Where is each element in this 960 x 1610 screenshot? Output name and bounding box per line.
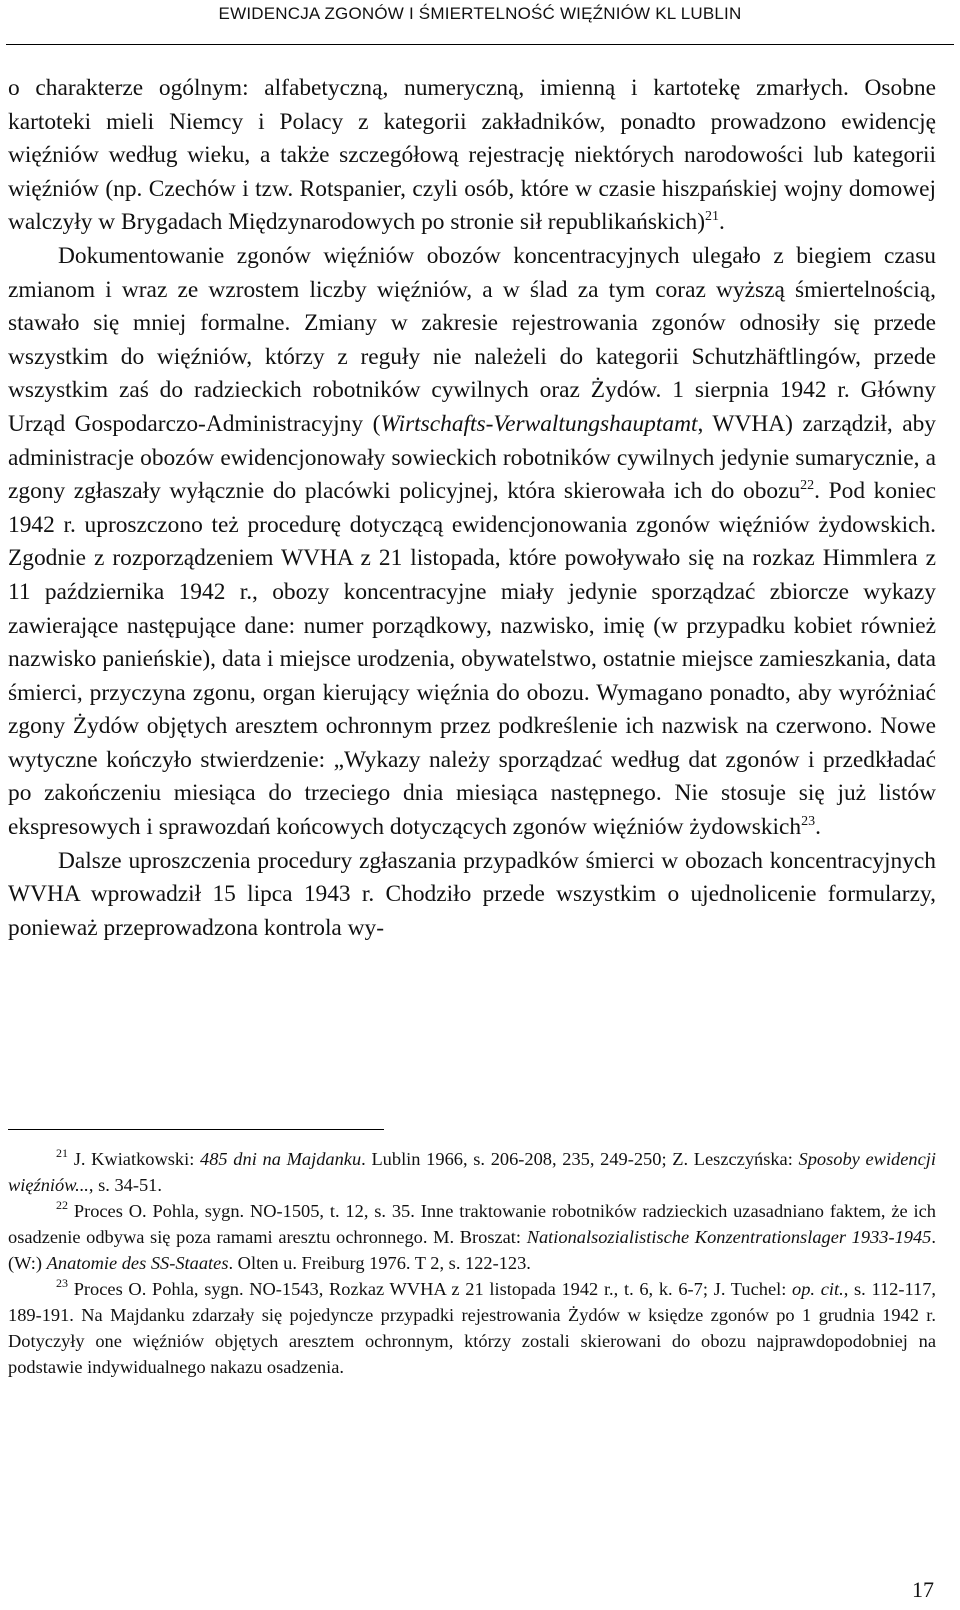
page-number: 17	[912, 1577, 934, 1602]
footnote-ref-21[interactable]: 21	[704, 209, 719, 225]
footnote-22	[8, 1198, 936, 1276]
footnote-21-text-b: . Lublin 1966, s. 206-208, 235, 249-250; Z. Leszczyńska:	[361, 1149, 799, 1169]
paragraph-2-text-c: . Pod koniec 1942 r. uproszczono też procedurę dotyczącą ewidencjonowania zgonów więźniów żydowskich. Zgodnie z rozporządzeniem WVHA z 21 listopada, które powoływało się na rozkaz Himmlera z 11 października 1942 r., obozy koncentracyjne miały jedynie sporządzać zbiorcze wykazy zawierające następujące dane: numer porządkowy, nazwisko, imię (w przypadku kobiet również nazwisko panieńskie), data i miejsce urodzenia, obywatelstwo, ostatnie miejsce zamieszkania, data śmierci, przyczyna zgonu, organ kierujący więźnia do obozu. Wymagano ponadto, aby wyróżniać zgony Żydów objętych aresztem ochronnym przez podkreślenie ich nazwisk na czerwono. Nowe wytyczne kończyło stwierdzenie: „Wykazy należy sporządzać według dat zgonów i przedkładać po zakończeniu miesiąca do trzeciego dnia miesiąca następnego. Nie stosuje się już listów ekspresowych i sprawozdań końcowych dotyczących zgonów więźniów żydowskich	[8, 478, 936, 841]
paragraph-2-text-b: , WVHA) zarządził, aby administracje obozów ewidencjonowały sowieckich robotników cywilnych jedynie sumarycznie, a zgony zgłaszały wyłącznie do placówki policyjnej, która skierowała ich do obozu	[8, 410, 936, 505]
paragraph-3: Dalsze uproszczenia procedury zgłaszania przypadków śmierci w obozach koncentracyjnych WVHA wprowadził 15 lipca 1943 r. Chodziło przede wszystkim o ujednolicenie formularzy, ponieważ przeprowadzona kontrola wy-	[8, 847, 936, 941]
footnote-21	[8, 1146, 936, 1198]
footnote-23	[8, 1276, 936, 1380]
footnote-22-title-b: Anatomie des SS-Staates	[46, 1253, 229, 1273]
header-divider	[6, 44, 954, 45]
running-header: EWIDENCJA ZGONÓW I ŚMIERTELNOŚĆ WIĘŹNIÓW KL LUBLIN	[218, 4, 742, 23]
footnote-ref-23[interactable]: 23	[801, 814, 816, 830]
paragraph-2-end: .	[815, 814, 821, 841]
footnote-23-text-b: , s. 112-117, 189-191. Na Majdanku zdarzały się pojedyncze przypadki rejestrowania Żydów w księdze zgonów po 1 grudnia 1942 r. Dotyczyły one więźniów objętych aresztem ochronnym, którzy zostali skierowani do obozu najprawdopodobniej na podstawie indywidualnego nakazu osadzenia.	[8, 1279, 936, 1377]
footnote-22-text-b: . (W:)	[8, 1227, 936, 1273]
footnote-22-text-c: . Olten u. Freiburg 1976. T 2, s. 122-123.	[228, 1253, 531, 1273]
footnote-23-number: 23	[56, 1276, 68, 1290]
footnotes	[8, 1146, 936, 1380]
footnote-23-title-a: op. cit.	[792, 1279, 844, 1299]
footnote-21-number: 21	[56, 1146, 68, 1160]
footnote-21-title-a: 485 dni na Majdanku	[200, 1149, 362, 1169]
paragraph-2-text-a: Dokumentowanie zgonów więźniów obozów koncentracyjnych ulegało z biegiem czasu zmianom i wraz ze wzrostem liczby więźniów, a w ślad za tym coraz wyższą śmiertelnością, stawało się mniej formalne. Zmiany w zakresie rejestrowania zgonów odnosiły się przede wszystkim do więźniów, którzy z reguły nie należeli do kategorii Schutzhäftlingów, przede wszystkim zaś do radzieckich robotników cywilnych oraz Żydów. 1 sierpnia 1942 r. Główny Urząd Gospodarczo-Administracyjny (	[8, 242, 936, 437]
main-text	[8, 72, 936, 945]
paragraph-2	[8, 240, 936, 845]
footnote-divider	[8, 1129, 384, 1130]
footnote-21-title-b: Sposoby ewidencji więźniów...	[8, 1149, 936, 1195]
footnote-22-text-a: Proces O. Pohla, sygn. NO-1505, t. 12, s. 35. Inne traktowanie robotników radzieckich uzasadniano faktem, że ich osadzenie odbywa się poza ramami aresztu ochronnego. M. Broszat:	[8, 1201, 936, 1247]
footnote-21-text-a: J. Kwiatkowski:	[68, 1149, 201, 1169]
footnote-22-number: 22	[56, 1198, 68, 1212]
footnote-21-text-c: , s. 34-51.	[88, 1175, 162, 1195]
paragraph-1-end: .	[718, 209, 725, 236]
paragraph-1	[8, 72, 936, 240]
footnote-ref-22[interactable]: 22	[800, 478, 815, 494]
paragraph-2-italic-term: Wirtschafts-Verwaltungshauptamt	[380, 410, 698, 437]
paragraph-1-text: o charakterze ogólnym: alfabetyczną, numeryczną, imienną i kartotekę zmarłych. Osobne kartoteki mieli Niemcy i Polacy z kategorii zakładników, ponadto prowadzono ewidencję więźniów według wieku, a także szczegółową rejestrację niektórych narodowości lub kategorii więźniów (np. Czechów i tzw. Rotspanier, czyli osób, które w czasie hiszpańskiej wojny domowej walczyły w Brygadach Międzynarodowych po stronie sił republikańskich)	[8, 75, 936, 236]
footnote-23-text-a: Proces O. Pohla, sygn. NO-1543, Rozkaz WVHA z 21 listopada 1942 r., t. 6, k. 6-7; J. Tuchel:	[68, 1279, 793, 1299]
footnote-22-title-a: Nationalsozialistische Konzentrationslager 1933-1945	[526, 1227, 932, 1247]
